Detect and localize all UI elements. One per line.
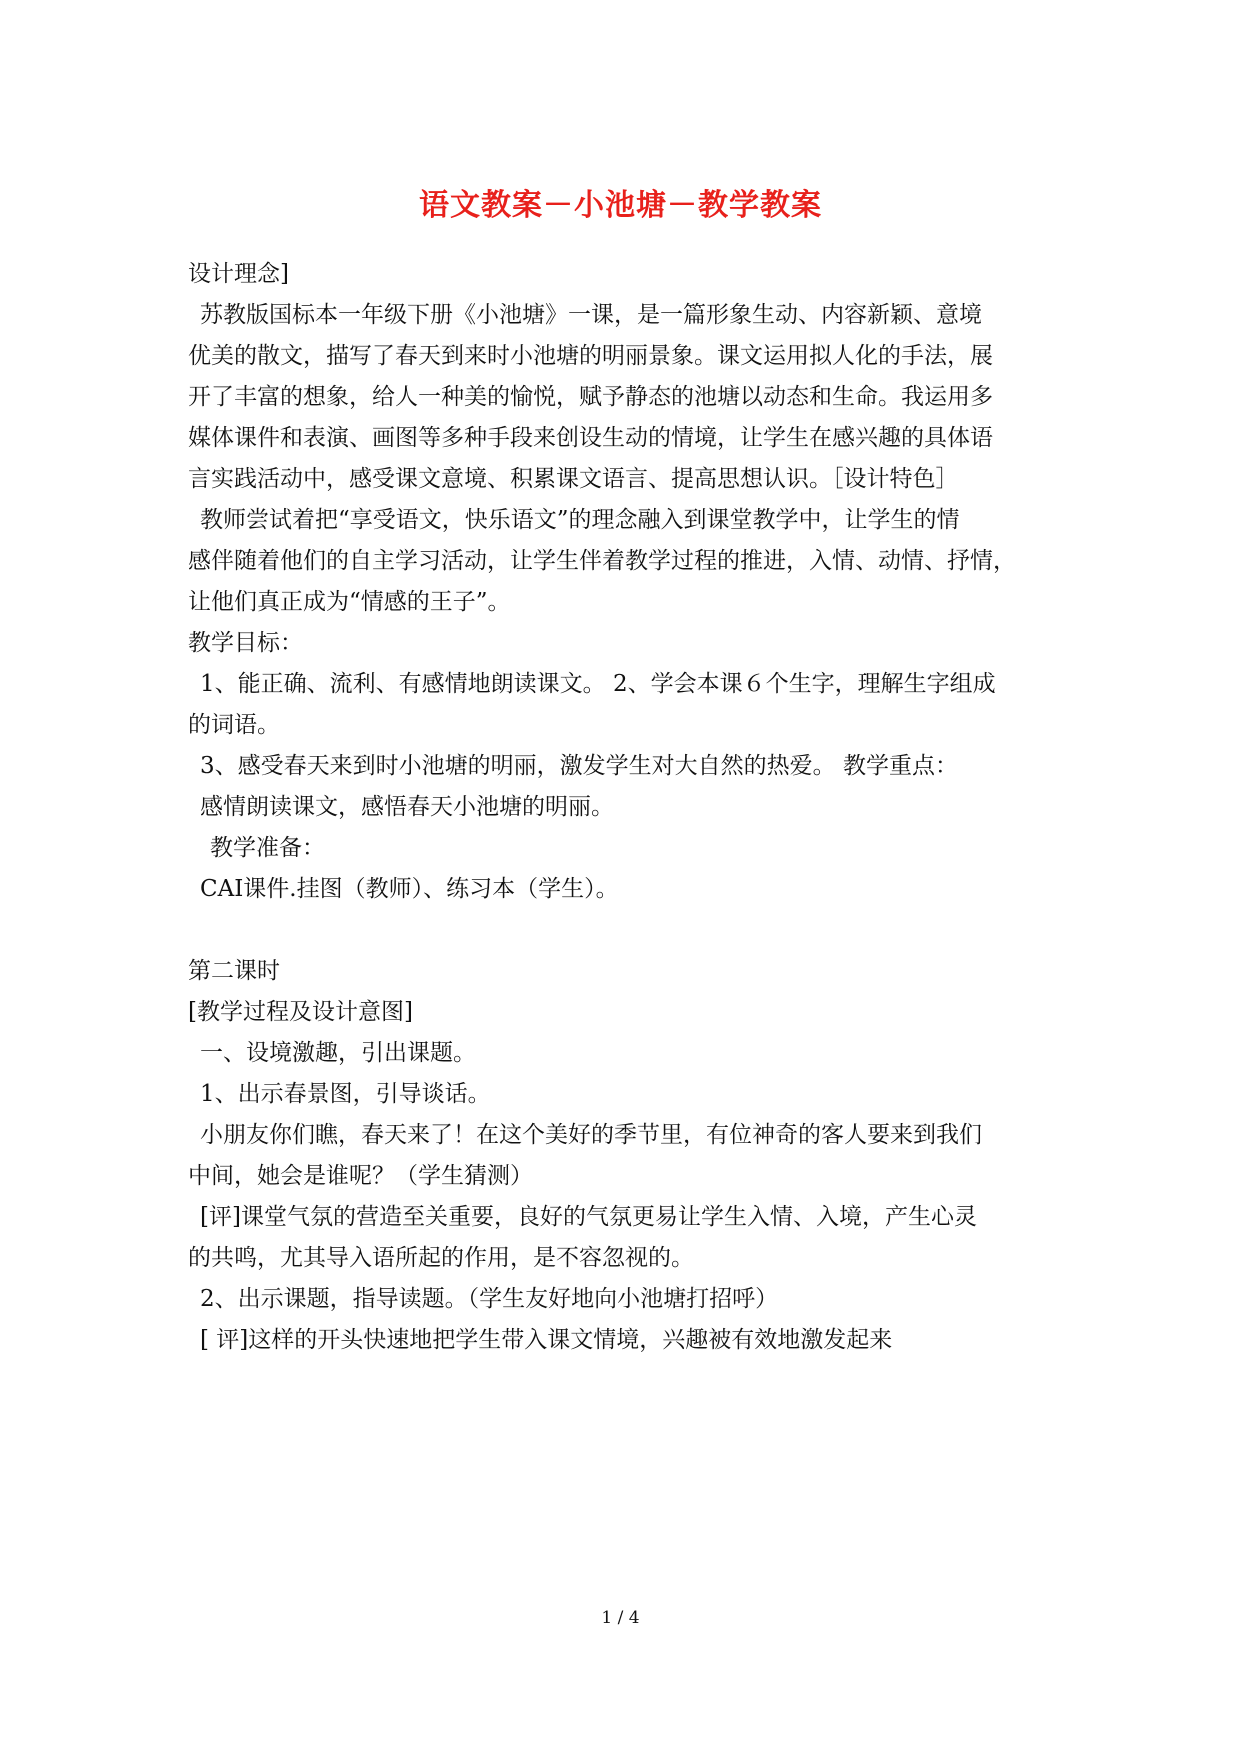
text-line: 优美的散文，描写了春天到来时小池塘的明丽景象。课文运用拟人化的手法，展 [188, 343, 993, 369]
text-line: 的词语。 [188, 712, 280, 738]
text-line: 媒体课件和表演、画图等多种手段来创设生动的情境，让学生在感兴趣的具体语 [188, 425, 993, 451]
text-line: 1、能正确、流利、有感情地朗读课文。 2、学会本课６个生字，理解生字组成 [200, 671, 996, 697]
text-line: 3、感受春天来到时小池塘的明丽，激发学生对大自然的热爱。 教学重点： [200, 753, 958, 779]
text-line: 一、设境激趣，引出课题。 [200, 1040, 476, 1066]
text-line: [教学过程及设计意图] [188, 999, 413, 1025]
text-line: 感伴随着他们的自主学习活动，让学生伴着教学过程的推进，入情、动情、抒情， [188, 548, 1016, 574]
text-line: [评]课堂气氛的营造至关重要，良好的气氛更易让学生入情、入境，产生心灵 [200, 1204, 977, 1230]
text-line: 苏教版国标本一年级下册《小池塘》一课，是一篇形象生动、内容新颖、意境 [200, 302, 982, 328]
document-title: 语文教案－小池塘－教学教案 [419, 188, 822, 223]
text-line: 感情朗读课文，感悟春天小池塘的明丽。 [200, 794, 614, 820]
text-line: 让他们真正成为“情感的王子”。 [188, 589, 511, 615]
text-line: 小朋友你们瞧，春天来了！在这个美好的季节里，有位神奇的客人要来到我们 [200, 1122, 982, 1148]
page-number: 1 / 4 [601, 1608, 640, 1628]
text-line: 2、出示课题，指导读题。（学生友好地向小池塘打招呼） [200, 1286, 779, 1312]
text-line: 中间，她会是谁呢？（学生猜测） [188, 1163, 533, 1189]
text-line: 第二课时 [188, 958, 280, 984]
document-body [188, 254, 1068, 1361]
text-line: 教学准备： [210, 835, 325, 861]
text-line: [ 评]这样的开头快速地把学生带入课文情境，兴趣被有效地激发起来 [200, 1327, 893, 1353]
text-line: 1、出示春景图，引导谈话。 [200, 1081, 491, 1107]
text-line: 设计理念] [188, 261, 289, 287]
text-line: 教学目标： [188, 630, 303, 656]
text-line: CAI课件.挂图（教师）、练习本（学生）。 [200, 876, 619, 902]
blank-line [188, 910, 1068, 951]
text-line: 开了丰富的想象，给人一种美的愉悦，赋予静态的池塘以动态和生命。我运用多 [188, 384, 993, 410]
text-line: 言实践活动中，感受课文意境、积累课文语言、提高思想认识。［设计特色］ [188, 466, 959, 492]
text-line: 的共鸣，尤其导入语所起的作用，是不容忽视的。 [188, 1245, 694, 1271]
text-line: 教师尝试着把“享受语文，快乐语文”的理念融入到课堂教学中，让学生的情 [200, 507, 960, 533]
